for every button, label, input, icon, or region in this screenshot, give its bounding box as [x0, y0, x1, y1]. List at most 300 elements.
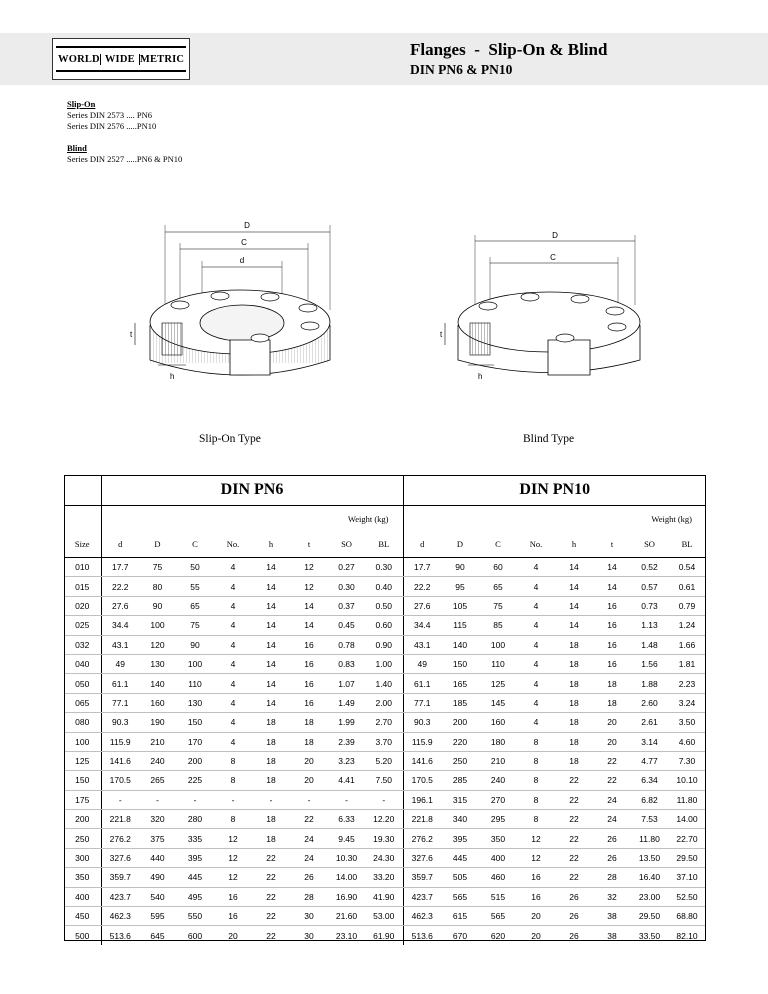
pn6-weight-label: Weight (kg)	[101, 506, 403, 532]
table-cell: 185	[441, 693, 479, 712]
table-cell: 0.54	[668, 558, 706, 577]
table-cell: 0.57	[631, 577, 668, 596]
table-cell: 75	[479, 596, 517, 615]
pn10-weight-label: Weight (kg)	[403, 506, 706, 532]
table-cell: 26	[569, 930, 579, 941]
table-cell: 110	[176, 674, 214, 693]
table-cell: 14	[252, 577, 290, 596]
cell-size: 050	[64, 674, 101, 693]
table-cell: 24	[290, 829, 328, 848]
pn10-title: DIN PN10	[403, 475, 706, 506]
table-cell: 21.60	[328, 907, 365, 926]
table-cell: 285	[441, 771, 479, 790]
logo-word-metric: METRIC	[139, 53, 185, 65]
table-cell: 4	[517, 577, 555, 596]
cell-size: 015	[64, 577, 101, 596]
table-cell: 8	[517, 810, 555, 829]
pn6-title: DIN PN6	[101, 475, 403, 506]
table-cell: 16	[593, 616, 631, 635]
table-cell: 22.2	[403, 577, 441, 596]
table-cell: 0.40	[365, 577, 403, 596]
table-cell: 18	[593, 693, 631, 712]
table-cell: 90.3	[403, 713, 441, 732]
table-cell: 400	[479, 848, 517, 867]
table-cell: 505	[441, 868, 479, 887]
table-cell: 4	[214, 693, 252, 712]
table-cell: 17.7	[101, 558, 139, 577]
table-cell: 4	[214, 635, 252, 654]
cell-size: 010	[64, 558, 101, 577]
table-cell: -	[290, 790, 328, 809]
blind-series: Series DIN 2527 .....PN6 & PN10	[67, 154, 183, 164]
blind-label-C: C	[550, 253, 556, 262]
table-cell: 0.83	[328, 654, 365, 673]
table-cell: 4	[517, 596, 555, 615]
table-cell: 22	[266, 930, 276, 941]
table-cell: 0.61	[668, 577, 706, 596]
table-cell: 77.1	[403, 693, 441, 712]
table-cell: 240	[139, 751, 176, 770]
table-cell: 4	[517, 558, 555, 577]
col-header-pn6-t: t	[290, 531, 328, 558]
table-cell: 100	[479, 635, 517, 654]
table-cell: 8	[517, 790, 555, 809]
table-cell: 221.8	[403, 810, 441, 829]
table-cell: 18	[555, 674, 593, 693]
table-cell: 6.34	[631, 771, 668, 790]
col-header-pn10-d: d	[403, 531, 441, 558]
page-subtitle: DIN PN6 & PN10	[410, 62, 513, 77]
table-cell: 20	[290, 771, 328, 790]
table-cell: 24.30	[365, 848, 403, 867]
table-cell: 16	[214, 887, 252, 906]
table-cell: 1.66	[668, 635, 706, 654]
table-cell: 43.1	[403, 635, 441, 654]
table-cell: 550	[176, 907, 214, 926]
table-row	[64, 616, 706, 635]
blind-label-t: t	[440, 330, 443, 339]
table-cell: 8	[214, 771, 252, 790]
table-cell: 320	[139, 810, 176, 829]
col-header-pn6-h: h	[252, 531, 290, 558]
col-header-pn10-C: C	[479, 531, 517, 558]
table-cell: 615	[441, 907, 479, 926]
table-cell: 210	[479, 751, 517, 770]
table-row	[64, 635, 706, 654]
table-cell: -	[176, 790, 214, 809]
col-header-pn6-C: C	[176, 531, 214, 558]
table-cell: 43.1	[101, 635, 139, 654]
cell-size: 100	[64, 732, 101, 751]
table-cell: 120	[139, 635, 176, 654]
table-cell: 1.48	[631, 635, 668, 654]
cell-size: 065	[64, 693, 101, 712]
table-cell: 350	[479, 829, 517, 848]
table-cell: 18	[252, 771, 290, 790]
table-cell: 423.7	[101, 887, 139, 906]
table-cell: 170.5	[403, 771, 441, 790]
table-cell: 26	[555, 887, 593, 906]
table-cell: 22	[555, 848, 593, 867]
cell-size: 150	[64, 771, 101, 790]
table-cell: 61.1	[101, 674, 139, 693]
col-header-pn10-no: No.	[517, 531, 555, 558]
col-header-size: Size	[64, 531, 101, 558]
table-cell: 30	[304, 930, 314, 941]
table-cell: 20	[228, 930, 238, 941]
table-cell: 4	[214, 674, 252, 693]
page-title: Flanges - Slip-On & Blind	[410, 40, 608, 59]
table-cell: 280	[176, 810, 214, 829]
table-cell: 18	[593, 674, 631, 693]
col-header-pn6-so: SO	[328, 531, 365, 558]
table-cell: 141.6	[101, 751, 139, 770]
table-cell: 4.77	[631, 751, 668, 770]
table-cell: 141.6	[403, 751, 441, 770]
table-cell: 12.20	[365, 810, 403, 829]
table-cell: 22	[555, 868, 593, 887]
table-cell: 265	[139, 771, 176, 790]
table-cell: 75	[139, 558, 176, 577]
table-cell: 0.30	[328, 577, 365, 596]
table-cell: 22	[252, 848, 290, 867]
table-cell: 12	[517, 829, 555, 848]
table-cell: 4	[214, 732, 252, 751]
table-cell: 565	[479, 907, 517, 926]
cell-size: 020	[64, 596, 101, 615]
col-header-pn6-d: d	[101, 531, 139, 558]
table-row	[64, 596, 706, 615]
table-cell: 14	[555, 596, 593, 615]
table-cell: 9.45	[328, 829, 365, 848]
table-cell: 513.6	[403, 926, 441, 945]
table-cell: 4	[517, 693, 555, 712]
table-row	[64, 654, 706, 673]
cell-size: 350	[64, 868, 101, 887]
table-cell: 20	[593, 732, 631, 751]
table-cell: 49	[101, 654, 139, 673]
world-wide-metric-logo	[52, 38, 190, 80]
table-cell: 1.07	[328, 674, 365, 693]
table-cell: 4	[517, 674, 555, 693]
table-cell: 270	[479, 790, 517, 809]
cell-size: 250	[64, 829, 101, 848]
blind-flange-diagram	[430, 225, 650, 390]
table-cell: 8	[214, 751, 252, 770]
table-cell: 1.13	[631, 616, 668, 635]
slipon-heading: Slip-On	[67, 99, 96, 109]
table-cell: 22.2	[101, 577, 139, 596]
table-cell: 65	[176, 596, 214, 615]
table-cell: 595	[139, 907, 176, 926]
table-row	[64, 732, 706, 751]
table-cell: 90	[176, 635, 214, 654]
table-cell: 105	[441, 596, 479, 615]
col-header-pn10-t: t	[593, 531, 631, 558]
col-header-pn6-no: No.	[214, 531, 252, 558]
col-header-pn10-so: SO	[631, 531, 668, 558]
table-cell: 0.73	[631, 596, 668, 615]
table-cell: 37.10	[668, 868, 706, 887]
table-cell: 1.40	[365, 674, 403, 693]
table-cell: 515	[479, 887, 517, 906]
cell-size: 125	[64, 751, 101, 770]
table-cell: 24	[593, 790, 631, 809]
table-cell: 125	[479, 674, 517, 693]
table-cell: 26	[593, 848, 631, 867]
table-cell: 445	[441, 848, 479, 867]
table-cell: 0.90	[365, 635, 403, 654]
table-cell: 170	[176, 732, 214, 751]
table-cell: 1.88	[631, 674, 668, 693]
table-cell: 16	[290, 693, 328, 712]
cell-size: 032	[64, 635, 101, 654]
table-cell: 22	[252, 907, 290, 926]
diagram-label-D: D	[244, 221, 250, 230]
table-cell: 16	[290, 674, 328, 693]
series-info	[67, 99, 182, 165]
table-row	[64, 848, 706, 867]
cell-size: 400	[64, 887, 101, 906]
table-cell: 0.60	[365, 616, 403, 635]
table-cell: 14	[252, 558, 290, 577]
table-cell: 16	[517, 868, 555, 887]
table-cell: 210	[139, 732, 176, 751]
table-cell: 1.00	[365, 654, 403, 673]
table-cell: 150	[441, 654, 479, 673]
table-cell: 565	[441, 887, 479, 906]
table-cell: 7.30	[668, 751, 706, 770]
table-row	[64, 907, 706, 926]
table-cell: 8	[214, 810, 252, 829]
table-cell: 14	[252, 635, 290, 654]
table-row	[64, 790, 706, 809]
table-cell: 61.90	[373, 930, 395, 941]
table-cell: 18	[290, 732, 328, 751]
table-cell: 16	[290, 635, 328, 654]
table-cell: 5.20	[365, 751, 403, 770]
table-cell: 95	[441, 577, 479, 596]
table-cell: 7.53	[631, 810, 668, 829]
table-cell: 23.10	[335, 930, 358, 941]
table-cell: 0.50	[365, 596, 403, 615]
table-cell: 600	[187, 930, 203, 941]
col-header-pn6-bl: BL	[365, 531, 403, 558]
table-cell: 115	[441, 616, 479, 635]
table-row	[64, 926, 706, 945]
table-cell: 34.4	[101, 616, 139, 635]
table-cell: 20	[593, 713, 631, 732]
table-cell: 3.14	[631, 732, 668, 751]
table-cell: 190	[139, 713, 176, 732]
table-cell: 4	[214, 654, 252, 673]
col-header-pn10-bl: BL	[668, 531, 706, 558]
table-row	[64, 674, 706, 693]
table-cell: 41.90	[365, 887, 403, 906]
table-cell: 75	[176, 616, 214, 635]
table-row	[64, 829, 706, 848]
table-cell: 53.00	[365, 907, 403, 926]
table-cell: 49	[403, 654, 441, 673]
table-cell: 32	[593, 887, 631, 906]
diagram-label-t: t	[130, 330, 133, 339]
table-cell: 14.00	[328, 868, 365, 887]
table-cell: 250	[441, 751, 479, 770]
table-cell: 28	[593, 868, 631, 887]
table-cell: 52.50	[668, 887, 706, 906]
table-cell: 18	[290, 713, 328, 732]
table-cell: 670	[452, 930, 468, 941]
table-cell: 14	[290, 596, 328, 615]
table-cell: 18	[252, 713, 290, 732]
table-cell: 4	[517, 654, 555, 673]
table-cell: 22	[555, 771, 593, 790]
table-cell: 68.80	[668, 907, 706, 926]
table-cell: 359.7	[403, 868, 441, 887]
table-cell: 34.4	[403, 616, 441, 635]
table-cell: 100	[139, 616, 176, 635]
table-cell: 14	[555, 577, 593, 596]
table-cell: 327.6	[101, 848, 139, 867]
table-cell: 160	[479, 713, 517, 732]
table-cell: 27.6	[101, 596, 139, 615]
table-cell: 460	[479, 868, 517, 887]
table-cell: 29.50	[631, 907, 668, 926]
cell-size: 080	[64, 713, 101, 732]
table-cell: 620	[490, 930, 506, 941]
table-cell: 20	[531, 930, 541, 941]
table-cell: 14	[252, 596, 290, 615]
table-cell: 4	[214, 577, 252, 596]
table-cell: 165	[441, 674, 479, 693]
table-cell: 4	[214, 558, 252, 577]
table-row	[64, 577, 706, 596]
table-cell: -	[328, 790, 365, 809]
table-cell: 18	[555, 693, 593, 712]
table-cell: 12	[214, 868, 252, 887]
table-cell: 0.79	[668, 596, 706, 615]
table-cell: 2.70	[365, 713, 403, 732]
slipon-flange-diagram	[120, 215, 350, 390]
blind-label-h: h	[478, 372, 483, 381]
table-cell: 38	[593, 907, 631, 926]
table-cell: 16.40	[631, 868, 668, 887]
table-cell: 90	[139, 596, 176, 615]
table-cell: 90.3	[101, 713, 139, 732]
table-cell: 18	[252, 732, 290, 751]
table-cell: 100	[176, 654, 214, 673]
cell-size: 200	[64, 810, 101, 829]
table-cell: 24	[593, 810, 631, 829]
table-cell: 225	[176, 771, 214, 790]
table-cell: 0.27	[328, 558, 365, 577]
table-cell: 110	[479, 654, 517, 673]
logo-word-world: WORLD	[58, 53, 100, 65]
table-cell: 490	[139, 868, 176, 887]
table-cell: 16	[593, 596, 631, 615]
table-cell: 10.10	[668, 771, 706, 790]
table-cell: 1.81	[668, 654, 706, 673]
table-cell: 12	[290, 558, 328, 577]
table-cell: 10.30	[328, 848, 365, 867]
table-cell: 462.3	[101, 907, 139, 926]
table-cell: 17.7	[403, 558, 441, 577]
table-cell: 55	[176, 577, 214, 596]
table-cell: 2.23	[668, 674, 706, 693]
table-cell: 6.33	[328, 810, 365, 829]
cell-size: 500	[75, 930, 90, 941]
table-cell: 130	[176, 693, 214, 712]
table-cell: 14	[555, 616, 593, 635]
table-cell: 462.3	[403, 907, 441, 926]
table-cell: 16.90	[328, 887, 365, 906]
table-cell: 24	[290, 848, 328, 867]
table-cell: 29.50	[668, 848, 706, 867]
table-cell: 18	[555, 635, 593, 654]
cell-size: 175	[64, 790, 101, 809]
table-cell: 80	[139, 577, 176, 596]
table-cell: 2.00	[365, 693, 403, 712]
table-cell: 22	[252, 887, 290, 906]
table-cell: 4	[214, 616, 252, 635]
table-cell: 11.80	[631, 829, 668, 848]
table-cell: 340	[441, 810, 479, 829]
table-row	[64, 713, 706, 732]
table-cell: 16	[517, 887, 555, 906]
table-cell: 276.2	[101, 829, 139, 848]
table-cell: 33.20	[365, 868, 403, 887]
table-cell: 0.37	[328, 596, 365, 615]
flange-dimensions-table	[64, 475, 706, 945]
table-cell: 1.49	[328, 693, 365, 712]
table-cell: 16	[214, 907, 252, 926]
table-cell: 0.45	[328, 616, 365, 635]
cell-size: 025	[64, 616, 101, 635]
table-cell: 18	[252, 751, 290, 770]
table-cell: 180	[479, 732, 517, 751]
slipon-caption: Slip-On Type	[199, 433, 261, 445]
table-cell: 22	[555, 810, 593, 829]
table-cell: 14	[290, 616, 328, 635]
table-cell: 423.7	[403, 887, 441, 906]
table-cell: 7.50	[365, 771, 403, 790]
table-cell: 395	[441, 829, 479, 848]
table-cell: 1.99	[328, 713, 365, 732]
table-cell: 145	[479, 693, 517, 712]
table-cell: 12	[214, 848, 252, 867]
table-cell: -	[252, 790, 290, 809]
table-cell: 0.30	[365, 558, 403, 577]
table-cell: 26	[593, 829, 631, 848]
table-cell: 2.61	[631, 713, 668, 732]
table-cell: 77.1	[101, 693, 139, 712]
table-cell: 440	[139, 848, 176, 867]
table-cell: 3.70	[365, 732, 403, 751]
table-cell: 513.6	[101, 926, 139, 945]
table-cell: 3.24	[668, 693, 706, 712]
table-row	[64, 887, 706, 906]
table-cell: 27.6	[403, 596, 441, 615]
table-cell: 18	[252, 810, 290, 829]
table-cell: 3.50	[668, 713, 706, 732]
blind-heading: Blind	[67, 143, 87, 153]
col-header-pn10-D: D	[441, 531, 479, 558]
cell-size: 450	[64, 907, 101, 926]
blind-label-D: D	[552, 231, 558, 240]
table-cell: 200	[441, 713, 479, 732]
table-cell: 14	[252, 616, 290, 635]
table-cell: 0.52	[631, 558, 668, 577]
